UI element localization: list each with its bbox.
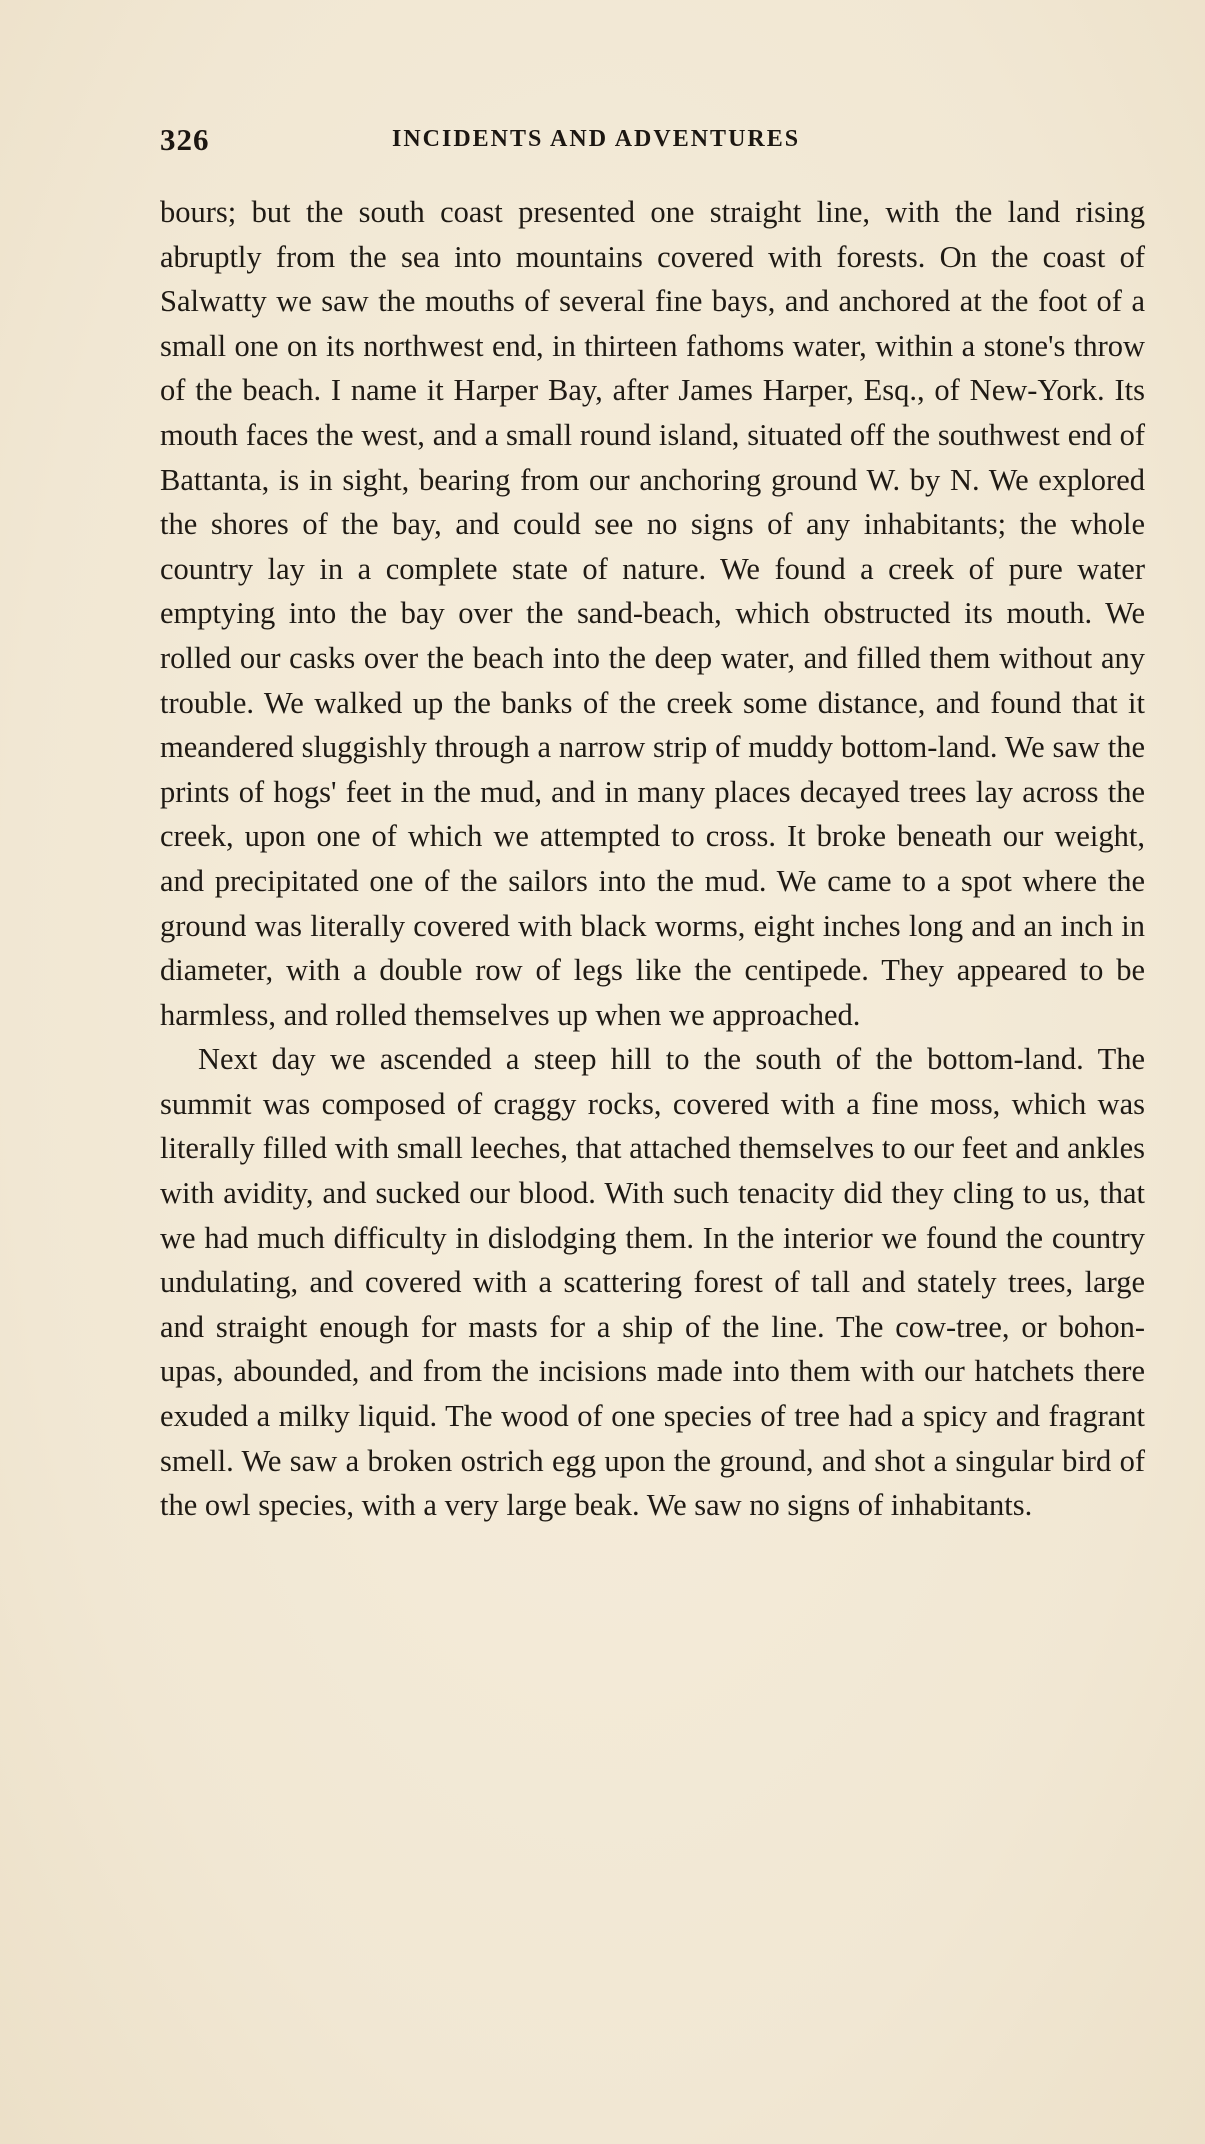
paragraph-continued: bours; but the south coast presented one straight line, with the land rising abruptly from the sea into mountains covered with forests. On the coast of Salwatty we saw the mouths of several fine bays, and anchored at the foot of a small one on its northwest end, in thirteen fathoms water, within a stone's throw of the beach. I name it Harper Bay, after James Harper, Esq., of New-York. Its mouth faces the west, and a small round island, situated off the southwest end of Battanta, is in sight, bearing from our anchoring ground W. by N. We explored the shores of the bay, and could see no signs of any inhabitants; the whole country lay in a complete state of nature. We found a creek of pure water emptying into the bay over the sand-beach, which obstructed its mouth. We rolled our casks over the beach into the deep water, and filled them without any trouble. We walked up the banks of the creek some distance, and found that it meandered sluggishly through a narrow strip of muddy bottom-land. We saw the prints of hogs' feet in the mud, and in many places decayed trees lay across the creek, upon one of which we attempted to cross. It broke beneath our weight, and precipitated one of the sailors into the mud. We came to a spot where the ground was literally covered with black worms, eight inches long and an inch in diameter, with a double row of legs like the centipede. They appeared to be harmless, and rolled themselves up when we approached.	[160, 195, 1145, 1032]
page-number: 326	[160, 122, 210, 157]
body-text	[160, 190, 1145, 1528]
paragraph-next-day: Next day we ascended a steep hill to the south of the bottom-land. The summit was composed of craggy rocks, covered with a fine moss, which was literally filled with small leeches, that attached themselves to our feet and ankles with avidity, and sucked our blood. With such tenacity did they cling to us, that we had much difficulty in dislodging them. In the interior we found the country undulating, and covered with a scattering forest of tall and stately trees, large and straight enough for masts for a ship of the line. The cow-tree, or bohon-upas, abounded, and from the incisions made into them with our hatchets there exuded a milky liquid. The wood of one species of tree had a spicy and fragrant smell. We saw a broken ostrich egg upon the ground, and shot a singular bird of the owl species, with a very large beak. We saw no signs of inhabitants.	[160, 1042, 1145, 1523]
running-head	[160, 122, 1060, 162]
running-title: INCIDENTS AND ADVENTURES	[392, 126, 801, 152]
